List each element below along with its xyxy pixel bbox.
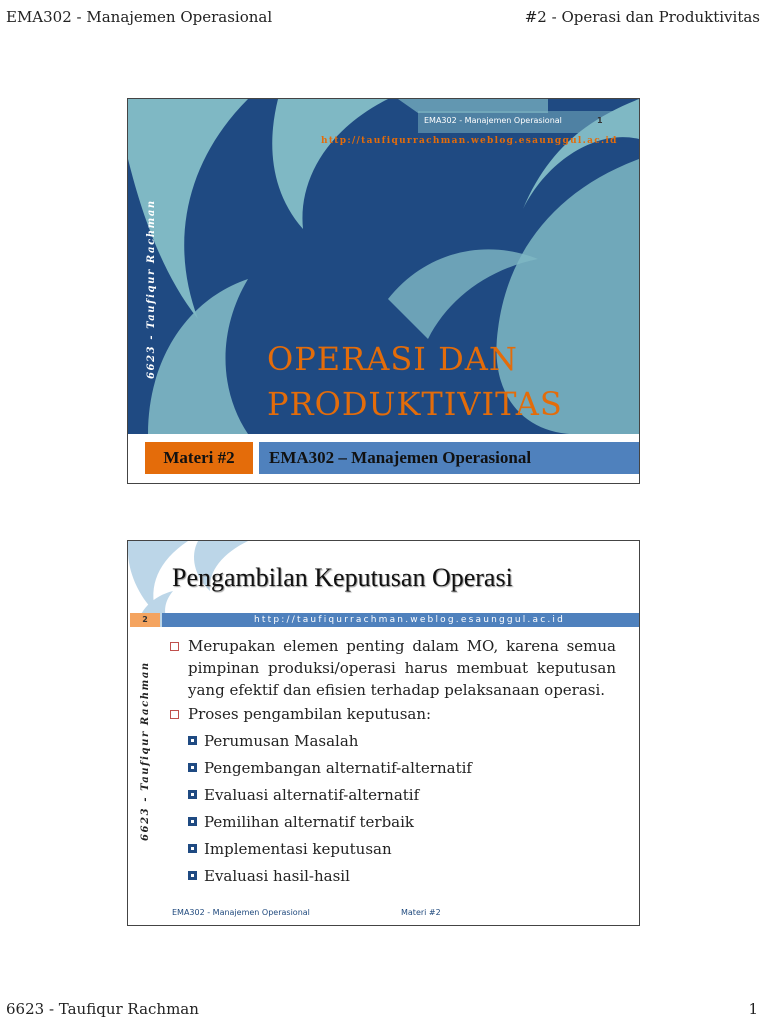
slide-1-number: 1 bbox=[597, 116, 603, 125]
sub-bullet-item bbox=[170, 757, 616, 779]
slide-1-header-text: EMA302 - Manajemen Operasional bbox=[424, 116, 562, 125]
slide-1 bbox=[127, 98, 640, 484]
sub-bullet-item bbox=[170, 811, 616, 833]
square-bullet-icon bbox=[188, 844, 197, 853]
bullet-item bbox=[170, 635, 616, 701]
slide-1-url: http://taufiqurrachman.weblog.esaunggul.ac.id bbox=[321, 136, 618, 146]
sub-bullet-text: Evaluasi hasil-hasil bbox=[204, 867, 350, 885]
page-number: 1 bbox=[748, 1000, 758, 1018]
sub-bullet-text: Pemilihan alternatif terbaik bbox=[204, 813, 415, 831]
slide-2-footer-materi: Materi #2 bbox=[401, 908, 441, 917]
bullet-text: Proses pengambilan keputusan: bbox=[188, 705, 432, 723]
sub-bullet-item bbox=[170, 865, 616, 887]
bullet-item bbox=[170, 703, 616, 725]
slide-1-title-line-2: PRODUKTIVITAS bbox=[267, 385, 563, 423]
page-header-topic: #2 - Operasi dan Produktivitas bbox=[524, 8, 760, 26]
slide-1-title bbox=[267, 337, 563, 427]
square-bullet-icon bbox=[188, 736, 197, 745]
sub-bullet-text: Perumusan Masalah bbox=[204, 732, 359, 750]
slide-1-vertical-author: 6623 - Taufiqur Rachman bbox=[146, 199, 157, 379]
page-footer-author: 6623 - Taufiqur Rachman bbox=[6, 1000, 199, 1018]
slide-2-number: 2 bbox=[130, 613, 160, 627]
slide-2-body bbox=[170, 635, 616, 887]
page-header-course: EMA302 - Manajemen Operasional bbox=[6, 8, 273, 26]
sub-bullet-text: Evaluasi alternatif-alternatif bbox=[204, 786, 420, 804]
slide-1-badge: Materi #2 bbox=[145, 442, 253, 474]
sub-bullet-item bbox=[170, 838, 616, 860]
slide-2-footer-course: EMA302 - Manajemen Operasional bbox=[172, 908, 310, 917]
slide-1-course-bar: EMA302 – Manajemen Operasional bbox=[259, 442, 639, 474]
bullet-text: Merupakan elemen penting dalam MO, karena semua pimpinan produksi/operasi harus membuat keputusan yang efektif dan efisien terhadap pelaksanaan operasi. bbox=[188, 637, 616, 699]
square-bullet-icon bbox=[188, 790, 197, 799]
slide-2 bbox=[127, 540, 640, 926]
slide-2-title: Pengambilan Keputusan Operasi bbox=[172, 563, 513, 592]
slide-2-vertical-author: 6623 - Taufiqur Rachman bbox=[140, 661, 151, 841]
hollow-square-bullet-icon bbox=[170, 642, 179, 651]
slide-1-bottom-bar bbox=[128, 434, 639, 483]
square-bullet-icon bbox=[188, 817, 197, 826]
sub-bullet-text: Implementasi keputusan bbox=[204, 840, 392, 858]
square-bullet-icon bbox=[188, 871, 197, 880]
sub-bullet-item bbox=[170, 730, 616, 752]
square-bullet-icon bbox=[188, 763, 197, 772]
sub-bullet-text: Pengembangan alternatif-alternatif bbox=[204, 759, 472, 777]
sub-bullet-item bbox=[170, 784, 616, 806]
slide-1-title-line-1: OPERASI DAN bbox=[267, 340, 518, 378]
hollow-square-bullet-icon bbox=[170, 710, 179, 719]
slide-2-url: http://taufiqurrachman.weblog.esaunggul.ac.id bbox=[254, 615, 566, 625]
